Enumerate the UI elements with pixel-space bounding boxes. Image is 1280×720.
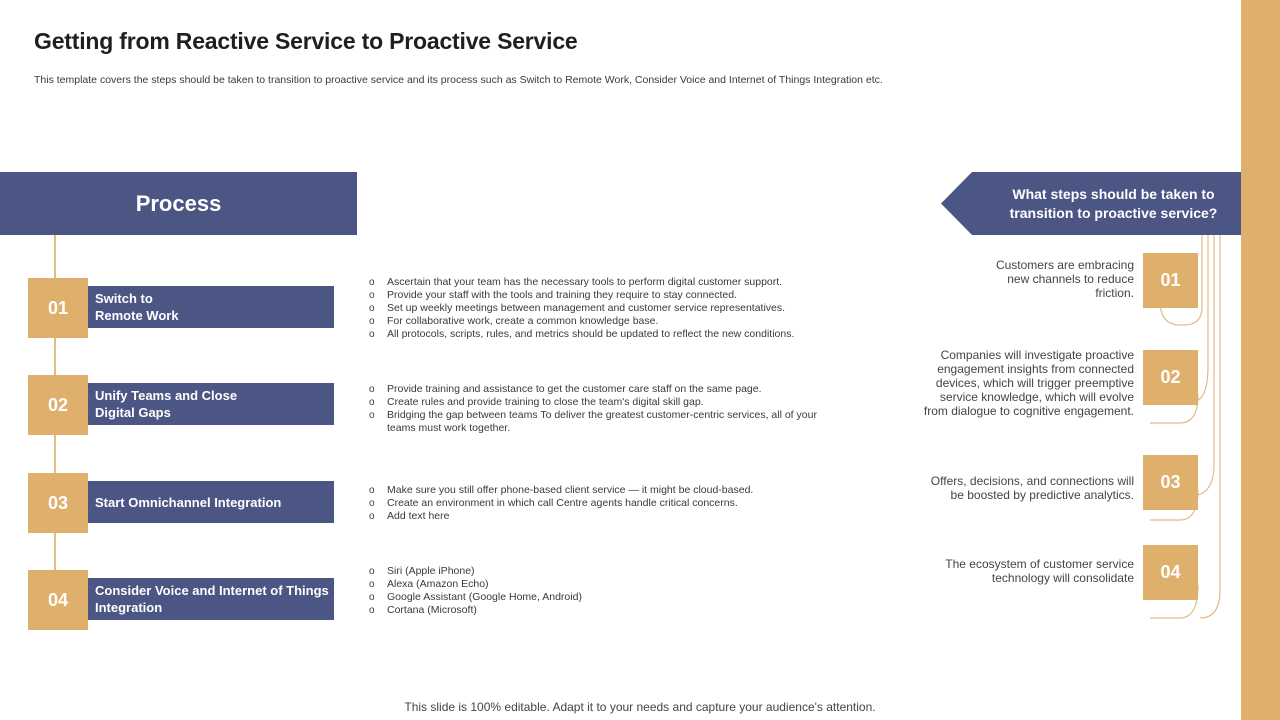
bullet-item: o Alexa (Amazon Echo) — [369, 578, 839, 591]
text-line: engagement insights from connected — [937, 362, 1134, 376]
bullet-item: o Provide your staff with the tools and training they require to stay connected. — [369, 289, 839, 302]
right-item-text-2 — [924, 348, 1134, 418]
page-subtitle: This template covers the steps should be taken to transition to proactive service and its process such as Switch to Remote Work, Consider Voice and Internet of Things Integration etc. — [34, 74, 883, 86]
step-label-line: Start Omnichannel Integration — [95, 494, 282, 510]
question-line: transition to proactive service? — [1009, 204, 1218, 221]
text-line: Offers, decisions, and connections will — [930, 474, 1134, 488]
step-label-line: Integration — [95, 600, 163, 615]
step-label-line: Remote Work — [95, 308, 179, 323]
step-label — [88, 481, 334, 523]
step-2-bullets — [369, 383, 839, 435]
bullet-item: o For collaborative work, create a common knowledge base. — [369, 315, 839, 328]
process-heading: Process — [135, 190, 222, 216]
step-label — [88, 286, 334, 328]
process-step-4 — [28, 570, 334, 630]
bullet-item: o Bridging the gap between teams To deliver the greatest customer-centric services, all of your teams must work together. — [369, 409, 839, 435]
question-banner — [941, 172, 1241, 235]
step-label — [88, 383, 334, 425]
right-item-number: 02 — [1143, 350, 1198, 405]
right-item-number: 03 — [1143, 455, 1198, 510]
text-line: technology will consolidate — [991, 571, 1134, 585]
right-item-number: 04 — [1143, 545, 1198, 600]
right-item-text-1 — [996, 258, 1134, 300]
text-line: new channels to reduce — [1007, 272, 1134, 286]
right-accent-bar — [1241, 0, 1280, 720]
right-item-number: 01 — [1143, 253, 1198, 308]
bullet-item: o Set up weekly meetings between management and customer service representatives. — [369, 302, 839, 315]
text-line: friction. — [1095, 286, 1134, 300]
question-heading — [991, 172, 1236, 235]
footer-note: This slide is 100% editable. Adapt it to your needs and capture your audience's attention. — [404, 700, 876, 714]
step-number: 02 — [28, 375, 88, 435]
step-1-bullets — [369, 276, 839, 341]
bullet-item: o Make sure you still offer phone-based client service — it might be cloud-based. — [369, 484, 839, 497]
step-label-line: Digital Gaps — [95, 405, 171, 420]
bullet-item: o Add text here — [369, 510, 839, 523]
step-label-line: Consider Voice and Internet of Things — [95, 583, 329, 598]
step-label-line: Switch to — [95, 291, 153, 306]
question-line: What steps should be taken to — [1012, 185, 1215, 202]
right-item-text-3 — [931, 474, 1134, 502]
bullet-item: o Google Assistant (Google Home, Android) — [369, 591, 839, 604]
process-banner — [0, 172, 357, 235]
text-line: Customers are embracing — [995, 258, 1134, 272]
bullet-item: o Cortana (Microsoft) — [369, 604, 839, 617]
step-number: 04 — [28, 570, 88, 630]
bullet-item: o Ascertain that your team has the necessary tools to perform digital customer support. — [369, 276, 839, 289]
page-title: Getting from Reactive Service to Proactive Service — [34, 28, 578, 54]
text-line: The ecosystem of customer service — [945, 557, 1134, 571]
text-line: service knowledge, which will evolve — [939, 390, 1134, 404]
text-line: be boosted by predictive analytics. — [950, 488, 1134, 502]
bullet-item: o Siri (Apple iPhone) — [369, 565, 839, 578]
process-step-2 — [28, 375, 334, 435]
bullet-item: o Provide training and assistance to get the customer care staff on the same page. — [369, 383, 839, 396]
step-number: 03 — [28, 473, 88, 533]
bullet-item: o All protocols, scripts, rules, and metrics should be updated to reflect the new conditions. — [369, 328, 839, 341]
step-label-line: Unify Teams and Close — [95, 388, 238, 403]
text-line: devices, which will trigger preemptive — [935, 376, 1134, 390]
bullet-item: o Create an environment in which call Centre agents handle critical concerns. — [369, 497, 839, 510]
step-label — [88, 578, 334, 620]
bullet-item: o Create rules and provide training to close the team's digital skill gap. — [369, 396, 839, 409]
step-4-bullets — [369, 565, 839, 617]
process-step-3 — [28, 473, 334, 533]
text-line: from dialogue to cognitive engagement. — [923, 404, 1134, 418]
step-3-bullets — [369, 484, 839, 523]
step-number: 01 — [28, 278, 88, 338]
right-item-text-4 — [945, 557, 1134, 585]
text-line: Companies will investigate proactive — [940, 348, 1134, 362]
process-step-1 — [28, 278, 334, 338]
